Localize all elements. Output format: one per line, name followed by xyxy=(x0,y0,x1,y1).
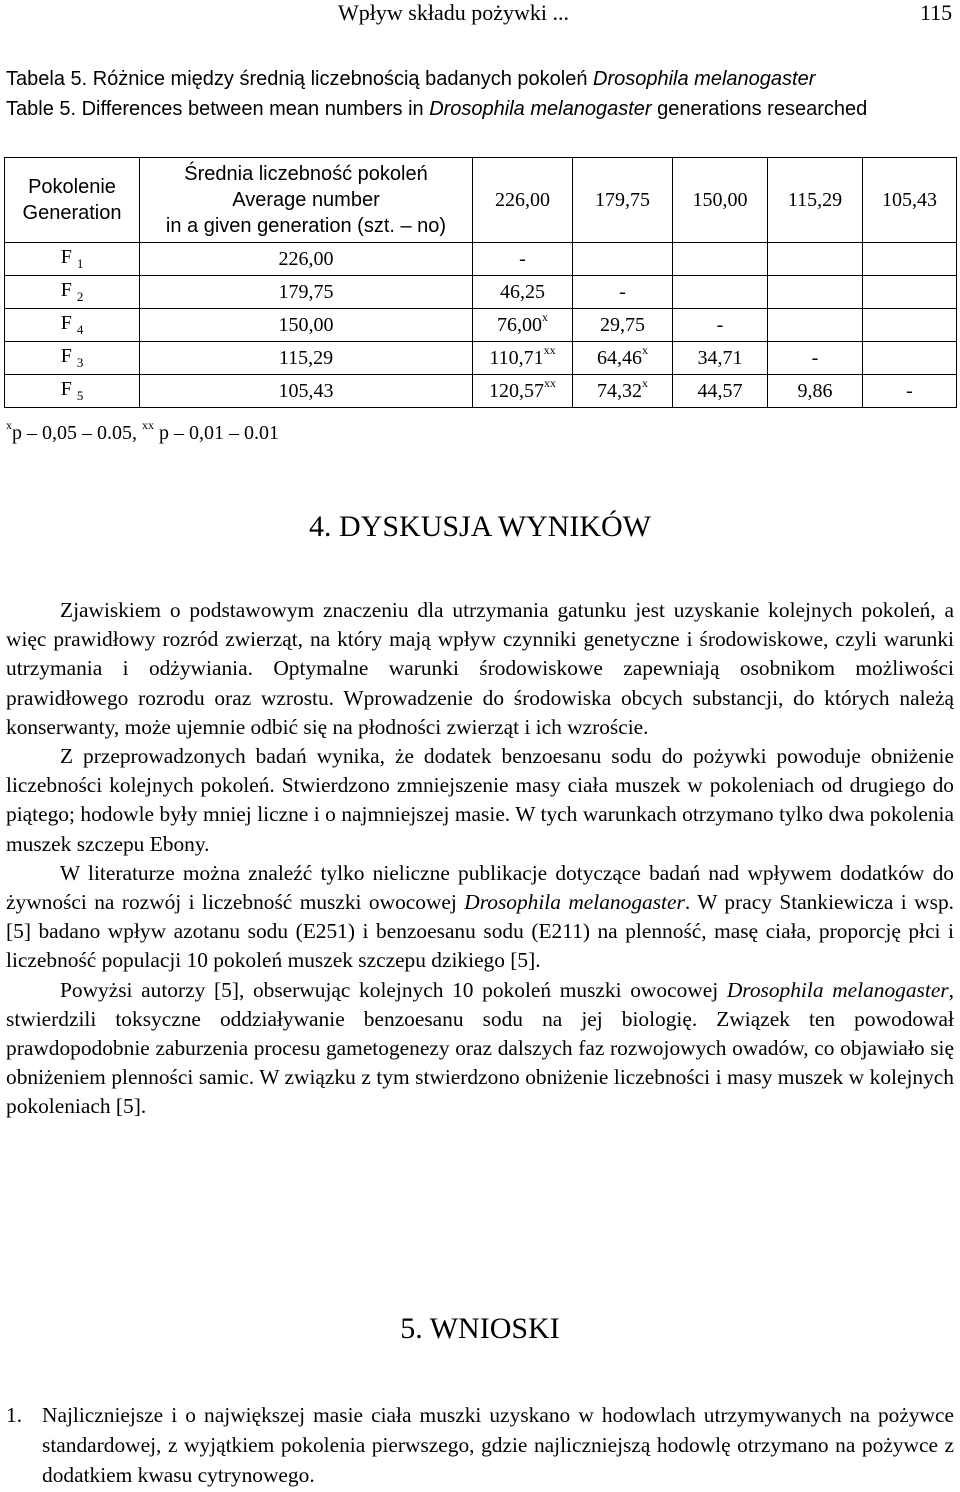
running-header-title: Wpływ składu pożywki ... xyxy=(338,0,569,25)
cell-difference xyxy=(673,243,768,276)
cell-difference xyxy=(573,375,673,408)
footnote-text-2: p – 0,01 – 0.01 xyxy=(154,422,279,444)
difference-value: - xyxy=(619,280,626,303)
page-number: 115 xyxy=(920,0,953,25)
caption-en-text: Table 5. Differences between mean numbers in xyxy=(6,98,430,120)
footnote-sup-xx: xx xyxy=(142,418,154,432)
footnote-text-1: p – 0,05 – 0.05, xyxy=(12,422,142,444)
cell-difference xyxy=(863,243,957,276)
conclusions-list xyxy=(6,1400,954,1490)
generation-subscript: 2 xyxy=(76,289,84,304)
cell-difference xyxy=(863,342,957,375)
cell-difference xyxy=(473,243,573,276)
generation-label: F xyxy=(60,312,72,334)
cell-generation xyxy=(5,342,140,375)
table-row xyxy=(5,243,957,276)
paragraph-3-text-b: . W pracy Stankiewicza i wsp. [5] badano wpływ azotanu sodu (E251) i benzoesanu sodu (E211) na plenność, masę ciała, proporcję płci i liczebność populacji 10 pokoleń muszek szczepu dzikiego [5]. xyxy=(6,890,954,973)
paragraph-2: Z przeprowadzonych badań wynika, że dodatek benzoesanu sodu do pożywki powoduje obniżenie liczebności kolejnych pokoleń. Stwierdzono zmniejszenie masy ciała muszek w pokoleniach od drugiego do piątego; hodowle były mniej liczne i o najmniejszej masie. W tych warunkach otrzymano tylko dwa pokolenia muszek szczepu Ebony. xyxy=(6,744,954,856)
cell-generation xyxy=(5,243,140,276)
difference-value: 74,32 xyxy=(597,379,642,402)
generation-subscript: 3 xyxy=(76,355,84,370)
table-row xyxy=(5,276,957,309)
difference-value: 29,75 xyxy=(600,313,645,336)
cell-generation xyxy=(5,375,140,408)
cell-difference xyxy=(768,243,863,276)
table-row xyxy=(5,375,957,408)
header-col-5: 105,43 xyxy=(863,158,957,243)
cell-difference xyxy=(768,342,863,375)
cell-average: 150,00 xyxy=(140,309,473,342)
difference-value: 46,25 xyxy=(500,280,545,303)
cell-difference xyxy=(863,375,957,408)
paragraph-4 xyxy=(6,976,954,1122)
section-5-title: 5. WNIOSKI xyxy=(400,1312,560,1345)
cell-average: 179,75 xyxy=(140,276,473,309)
cell-difference xyxy=(573,309,673,342)
difference-value: - xyxy=(716,313,724,336)
significance-mark: xx xyxy=(543,342,556,357)
header-generation-pl: Pokolenie xyxy=(28,176,116,198)
table-caption-en xyxy=(6,98,867,121)
cell-difference xyxy=(768,375,863,408)
cell-difference xyxy=(473,309,573,342)
difference-value: 120,57 xyxy=(489,379,544,402)
difference-value: - xyxy=(519,247,526,270)
conclusion-text: Najliczniejsze i o największej masie ciała muszki uzyskano w hodowlach utrzymywanych na pożywce standardowej, z wyjątkiem pokolenia pierwszego, gdzie najliczniejszą hodowlę otrzymano na pożywce z dodatkiem kwasu cytrynowego. xyxy=(42,1403,954,1487)
paragraph-4-text-b: , stwierdzili toksyczne oddziaływanie benzoesanu sodu na jej biologię. Związek ten powodował prawdopodobnie zaburzenia procesu gametogenezy oraz dalszych faz rozwojowych owadów, co objawiało się obniżeniem plenności samic. W związku z tym stwierdzono obniżenie liczebności i masy muszek w kolejnych pokoleniach [5]. xyxy=(6,977,954,1119)
cell-average: 105,43 xyxy=(140,375,473,408)
cell-difference xyxy=(768,309,863,342)
comparison-table xyxy=(4,157,957,408)
header-generation-en: Generation xyxy=(22,202,122,224)
cell-difference xyxy=(863,276,957,309)
significance-mark: x xyxy=(542,309,548,324)
footnote-sup-x: x xyxy=(6,418,12,432)
difference-value: - xyxy=(811,346,819,369)
caption-en-suffix: generations researched xyxy=(651,98,868,120)
cell-difference xyxy=(673,342,768,375)
significance-mark: x xyxy=(642,342,648,357)
conclusion-number: 1. xyxy=(6,1403,23,1427)
paragraph-4-species: Drosophila melanogaster xyxy=(726,977,949,1002)
cell-difference xyxy=(673,309,768,342)
caption-pl-species: Drosophila melanogaster xyxy=(593,68,816,90)
cell-average: 115,29 xyxy=(140,342,473,375)
table-header-row xyxy=(5,158,957,243)
header-average-en2: in a given generation (szt. – no) xyxy=(165,215,447,237)
generation-label: F xyxy=(60,246,72,268)
cell-average: 226,00 xyxy=(140,243,473,276)
cell-difference xyxy=(673,375,768,408)
generation-subscript: 1 xyxy=(76,256,84,271)
cell-difference xyxy=(768,276,863,309)
conclusion-item xyxy=(6,1400,954,1490)
header-col-4: 115,29 xyxy=(768,158,863,243)
paragraph-3-text-a: W literaturze można znaleźć tylko nieliczne publikacje dotyczące badań nad wpływem dodatków do żywności na rozwój i liczebność muszki owocowej xyxy=(6,860,954,915)
difference-value: 44,57 xyxy=(697,379,743,402)
cell-generation xyxy=(5,276,140,309)
cell-difference xyxy=(573,243,673,276)
paragraph-4-text-a: Powyżsi autorzy [5], obserwując kolejnych 10 pokoleń muszki owocowej xyxy=(60,977,727,1002)
table-caption-pl xyxy=(6,68,815,91)
cell-generation xyxy=(5,309,140,342)
paragraph-1: Zjawiskiem o podstawowym znaczeniu dla utrzymania gatunku jest uzyskanie kolejnych pokoleń, a więc prawidłowy rozród zwierząt, na który mają wpływ czynniki genetyczne i środowiskowe, czyli warunki utrzymania i odżywiania. Optymalne warunki środowiskowe zapewniają osobnikom możliwości prawidłowego rozrodu oraz wzrostu. Wprowadzenie do środowiska obcych substancji, do których należą konserwanty, może ujemnie odbić się na płodności zwierząt i ich wzroście. xyxy=(6,598,954,739)
paragraph-3 xyxy=(6,859,954,976)
header-col-3: 150,00 xyxy=(673,158,768,243)
cell-difference xyxy=(573,342,673,375)
cell-difference xyxy=(473,342,573,375)
header-average xyxy=(140,158,473,243)
difference-value: 76,00 xyxy=(497,313,542,336)
difference-value: 110,71 xyxy=(489,346,544,369)
generation-subscript: 5 xyxy=(76,388,84,403)
cell-difference xyxy=(473,375,573,408)
significance-mark: x xyxy=(642,375,648,390)
cell-difference xyxy=(863,309,957,342)
generation-label: F xyxy=(60,378,72,400)
difference-value: 34,71 xyxy=(697,346,743,369)
generation-subscript: 4 xyxy=(76,322,84,337)
cell-difference xyxy=(673,276,768,309)
section-4-title: 4. DYSKUSJA WYNIKÓW xyxy=(309,510,651,543)
header-average-pl: Średnia liczebność pokoleń xyxy=(184,163,428,185)
section-4-body xyxy=(6,596,954,1122)
cell-difference xyxy=(473,276,573,309)
caption-en-species: Drosophila melanogaster xyxy=(429,98,652,120)
significance-mark: xx xyxy=(544,375,556,390)
table-footnote xyxy=(6,418,279,445)
cell-difference xyxy=(573,276,673,309)
table-row xyxy=(5,309,957,342)
header-col-2: 179,75 xyxy=(573,158,673,243)
caption-pl-text: Tabela 5. Różnice między średnią liczebnością badanych pokoleń xyxy=(6,68,594,90)
difference-value: 9,86 xyxy=(797,379,833,402)
generation-label: F xyxy=(60,279,72,301)
header-average-en1: Average number xyxy=(232,189,380,211)
table-row xyxy=(5,342,957,375)
generation-label: F xyxy=(60,345,72,367)
header-col-1: 226,00 xyxy=(473,158,573,243)
paragraph-3-species: Drosophila melanogaster xyxy=(464,890,685,915)
difference-value: 64,46 xyxy=(597,346,642,369)
difference-value: - xyxy=(906,379,913,402)
header-generation xyxy=(5,158,140,243)
